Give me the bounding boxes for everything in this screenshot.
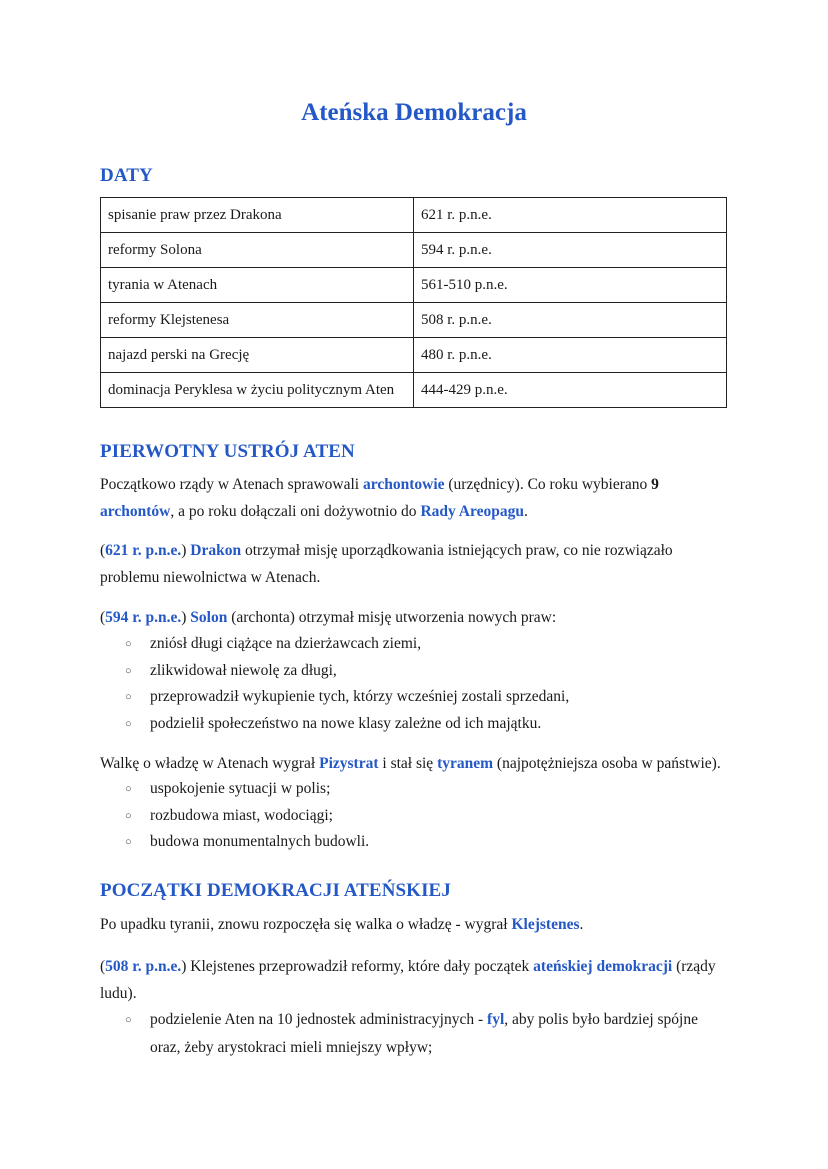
term-drakon: Drakon (190, 542, 242, 559)
text: . (579, 916, 584, 933)
text: Po upadku tyranii, znowu rozpoczęła się walka o władzę - wygrał (100, 916, 512, 933)
list-item (100, 711, 732, 738)
list-item-text: przeprowadził wykupienie tych, którzy wcześniej zostali sprzedani, (150, 688, 570, 705)
text: . (523, 503, 528, 520)
list-item (100, 658, 732, 685)
text: otrzymał misję uporządkowania istniejących praw, co nie rozwiązało problemu niewolnictwa w Atenach. (100, 542, 673, 586)
list-item (100, 803, 732, 830)
list-item-text: rozbudowa miast, wodociągi; (150, 806, 333, 824)
list-item (100, 776, 732, 803)
table-cell-event: dominacja Peryklesa w życiu politycznym Aten (101, 373, 414, 408)
page-title: Ateńska Demokracja (301, 99, 527, 126)
text: Początkowo rządy w Atenach sprawowali (100, 476, 363, 493)
table-cell-date: 594 r. p.n.e. (414, 233, 727, 268)
paragraph-solon (100, 604, 732, 631)
list-item (100, 829, 732, 856)
paragraph-drakon (100, 537, 732, 591)
klejstenes-reforms-list (100, 1006, 732, 1062)
table-cell-event: najazd perski na Grecję (101, 338, 414, 373)
table-row (101, 303, 727, 338)
table-cell-event: reformy Klejstenesa (101, 303, 414, 338)
list-item-text: budowa monumentalnych budowli. (150, 833, 370, 850)
circle-bullet-icon: ○ (125, 638, 132, 650)
table-row (101, 233, 727, 268)
table-row (101, 338, 727, 373)
term-rada-areopagu: Rady Areopagu (420, 503, 524, 520)
date-594: 594 r. p.n.e. (105, 609, 182, 626)
list-item (100, 684, 732, 711)
section-heading-poczatki-demokracji: POCZĄTKI DEMOKRACJI ATEŃSKIEJ (100, 880, 451, 901)
table-row (101, 373, 727, 408)
text: ( (100, 958, 106, 975)
section-heading-daty: DATY (100, 165, 153, 186)
circle-bullet-icon: ○ (125, 717, 132, 730)
solon-reforms-list (100, 631, 732, 737)
text: i stał się (378, 755, 438, 772)
circle-bullet-icon: ○ (125, 691, 132, 703)
table-cell-date: 621 r. p.n.e. (414, 198, 727, 233)
term-fyl: fyl (487, 1011, 505, 1028)
text: (najpotężniejsza osoba w państwie). (493, 755, 721, 772)
number-9: 9 (651, 476, 659, 493)
paragraph-klejstenes-reforms (100, 953, 732, 1007)
list-item-text: podzielenie Aten na 10 jednostek administracyjnych - (150, 1011, 488, 1028)
pizystrat-achievements-list (100, 776, 732, 856)
table-row (101, 198, 727, 233)
term-atenskiej-demokracji: ateńskiej demokracji (533, 958, 673, 975)
list-item (100, 1006, 732, 1062)
text: ( (100, 542, 106, 559)
table-row (101, 268, 727, 303)
list-item-text: uspokojenie sytuacji w polis; (150, 780, 331, 797)
term-tyranem: tyranem (437, 755, 494, 772)
list-item-text: zlikwidował niewolę za długi, (150, 661, 337, 679)
table-cell-event: reformy Solona (101, 233, 414, 268)
list-item-text: podzielił społeczeństwo na nowe klasy zależne od ich majątku. (150, 714, 542, 732)
text: ) (181, 542, 191, 559)
circle-bullet-icon: ○ (125, 664, 132, 677)
text: ) Klejstenes przeprowadził reformy, które dały początek (181, 958, 534, 975)
term-klejstenes: Klejstenes (511, 916, 580, 933)
circle-bullet-icon: ○ (125, 836, 132, 848)
text: Walkę o władzę w Atenach wygrał (100, 755, 320, 772)
circle-bullet-icon: ○ (125, 809, 132, 822)
table-cell-date: 508 r. p.n.e. (414, 303, 727, 338)
text: ) (181, 609, 191, 626)
text: ( (100, 609, 106, 626)
text: (archonta) otrzymał misję utworzenia nowych praw: (227, 609, 557, 626)
table-cell-date: 561-510 p.n.e. (414, 268, 727, 303)
list-item-text: , aby polis było bardziej spójne oraz, żeby arystokraci mieli mniejszy wpływ; (150, 1011, 698, 1056)
list-item-text: zniósł długi ciążące na dzierżawcach ziemi, (150, 635, 422, 652)
date-621: 621 r. p.n.e. (105, 542, 182, 559)
text: (rządy ludu). (100, 958, 716, 1002)
term-pizystrat: Pizystrat (319, 755, 379, 772)
term-archontowie: archontowie (363, 476, 445, 493)
table-cell-event: tyrania w Atenach (101, 268, 414, 303)
table-cell-date: 480 r. p.n.e. (414, 338, 727, 373)
circle-bullet-icon: ○ (125, 1014, 132, 1026)
date-508: 508 r. p.n.e. (105, 958, 182, 975)
term-archontow: archontów (100, 503, 171, 520)
term-solon: Solon (190, 609, 228, 626)
paragraph-klejstenes-intro (100, 911, 732, 938)
circle-bullet-icon: ○ (125, 783, 132, 795)
text: (urzędnicy). Co roku wybierano (444, 476, 652, 493)
text: , a po roku dołączali oni dożywotnio do (170, 503, 421, 520)
table-cell-event: spisanie praw przez Drakona (101, 198, 414, 233)
section-heading-pierwotny-ustroj: PIERWOTNY USTRÓJ ATEN (100, 441, 355, 462)
dates-table (100, 197, 727, 408)
paragraph-archontowie (100, 471, 732, 525)
table-cell-date: 444-429 p.n.e. (414, 373, 727, 408)
list-item (100, 631, 732, 658)
paragraph-pizystrat (100, 750, 732, 777)
